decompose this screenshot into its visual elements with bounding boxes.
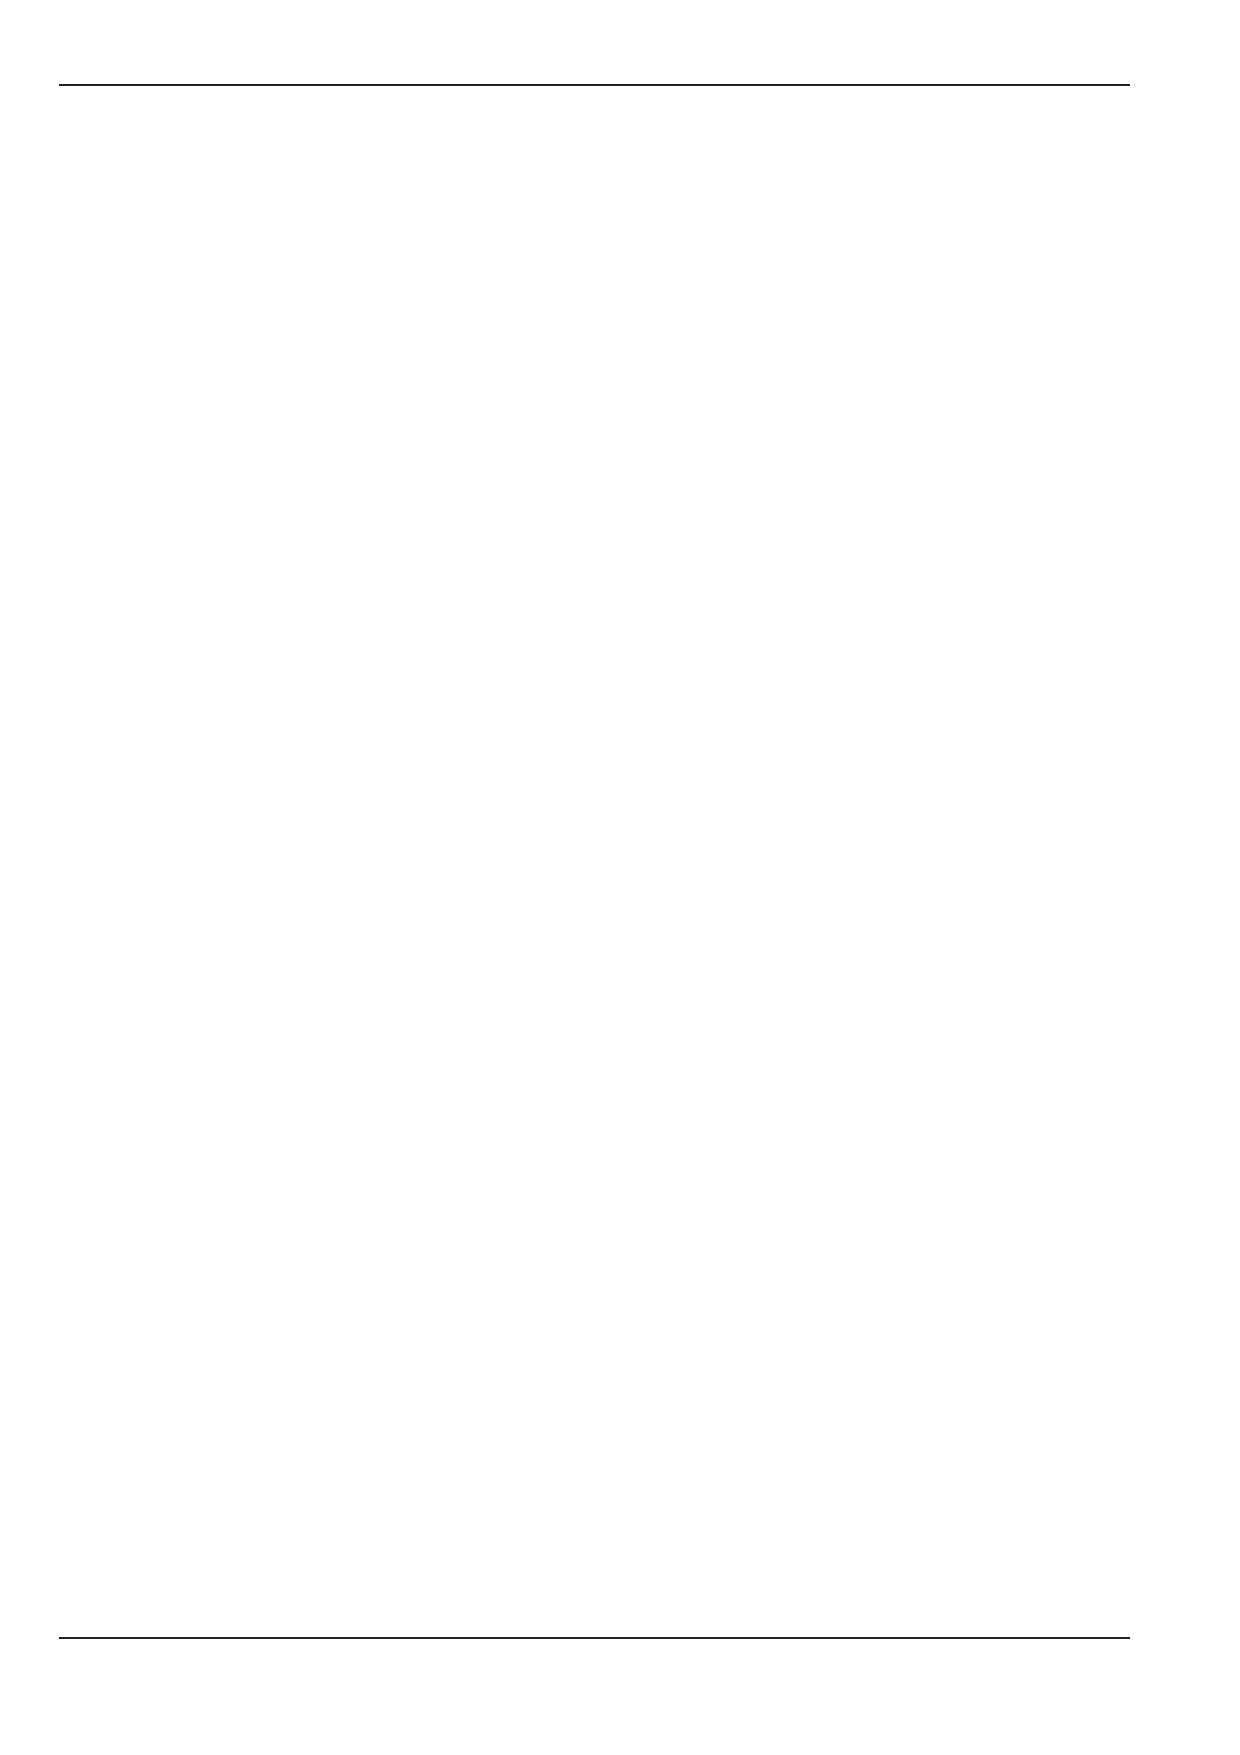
footer-rule (59, 1637, 1130, 1639)
header-rule (59, 84, 1130, 86)
liebherr-logo (492, 1700, 688, 1732)
